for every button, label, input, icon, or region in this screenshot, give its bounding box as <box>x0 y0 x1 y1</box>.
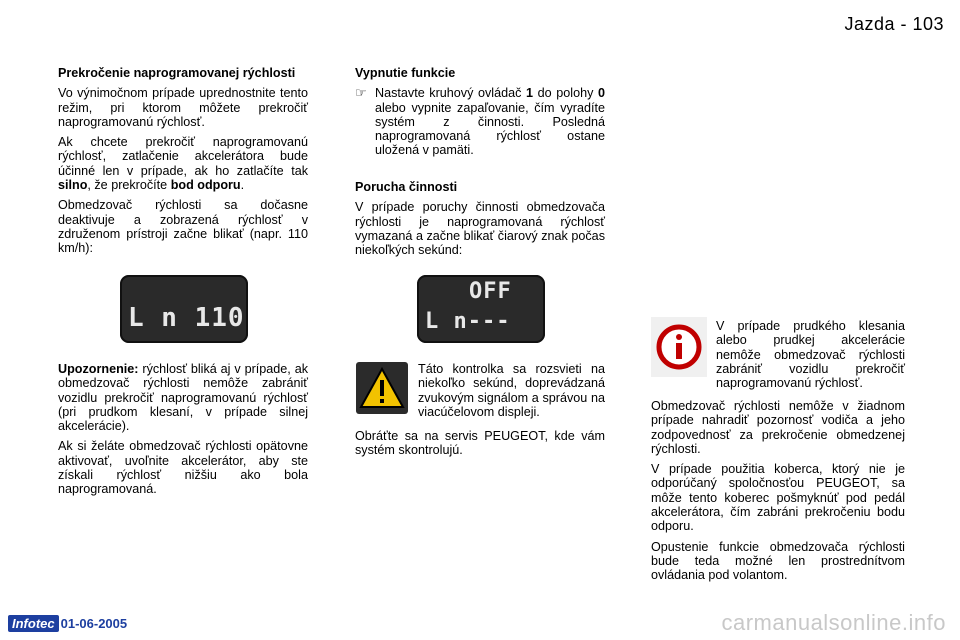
left-column-lower <box>58 362 308 503</box>
section-heading-override: Prekročenie naprogramovanej rýchlosti <box>58 66 296 80</box>
display-readout: L n 110 <box>128 303 245 333</box>
section-heading-fault: Porucha činnosti <box>355 180 458 194</box>
paragraph: Táto kontrolka sa rozsvieti na niekoľko sekúnd, doprevádzaná zvukovým signálom a správou na viacúčelovom displeji. <box>418 362 605 419</box>
footer <box>8 615 127 632</box>
paragraph: V prípade poruchy činnosti obmedzovača rýchlosti je naprogramovaná rýchlosť vymazaná a začne blikať čiarový znak počas niekoľkých sekúnd: <box>355 200 605 258</box>
middle-column <box>355 66 605 158</box>
bullet-item <box>355 86 605 157</box>
speed-display-image <box>120 275 248 343</box>
page-header: Jazda - 103 <box>844 14 944 34</box>
paragraph: Vo výnimočnom prípade uprednostnite tento režim, pri ktorom môžete prekročiť naprogramovanú rýchlosť. <box>58 86 308 129</box>
display-off: OFF <box>469 279 512 304</box>
middle-warning-text <box>418 362 605 425</box>
bullet-text: Nastavte kruhový ovládač 1 do polohy 0 alebo vypnite zapaľovanie, čím vyradíte systém z činnosti. Posledná naprogramovaná rýchlosť ostane uložená v pamäti. <box>375 86 605 158</box>
infotec-logo: Infotec <box>8 615 59 632</box>
paragraph: Ak chcete prekročiť naprogramovanú rýchlosť, zatlačenie akcelerátora bude účinné len v prípade, ak ho zatlačíte tak silno, že prekročíte bod odporu. <box>58 135 308 193</box>
left-column <box>58 66 308 262</box>
paragraph: Obmedzovač rýchlosti sa dočasne deaktivuje a zobrazená rýchlosť v združenom prístroji začne blikať (napr. 110 km/h): <box>58 198 308 256</box>
paragraph: Opustenie funkcie obmedzovača rýchlosti bude teda možné len prostrednítvom ovládania pod volantom. <box>651 539 905 583</box>
warning-triangle-icon <box>356 362 408 414</box>
section-heading-off: Vypnutie funkcie <box>355 66 456 80</box>
middle-service-text <box>355 429 605 464</box>
right-intro-text: V prípade prudkého klesania alebo prudkej akcelerácie nemôže obmedzovač rýchlosti zabrániť vozidlu prekročiť naprogramovanú rýchlosť. <box>716 319 905 391</box>
display-dashes: L n--- <box>425 309 511 334</box>
info-icon <box>651 317 707 377</box>
middle-column-fault <box>355 180 605 263</box>
paragraph: V prípade použitia koberca, ktorý nie je odporúčaný spoločnosťou PEUGEOT, sa môže tento koberec pošmyknúť pod pedál akcelerátora, čím zabráni prekročeniu bodu odporu. <box>651 462 905 534</box>
paragraph: Ak si želáte obmedzovač rýchlosti opätovne aktivovať, uvoľnite akcelerátor, aby ste získali rýchlosť nižšiu ako bola naprogramovaná. <box>58 439 308 497</box>
footer-date: 01-06-2005 <box>60 616 128 631</box>
watermark: carmanualsonline.info <box>721 610 946 635</box>
off-display-image <box>417 275 545 343</box>
right-column <box>651 399 905 589</box>
paragraph: Obráťte sa na servis PEUGEOT, kde vám systém skontrolujú. <box>355 429 605 458</box>
hand-pointer-icon: ☞ <box>355 85 367 101</box>
warning-paragraph: Upozornenie: rýchlosť bliká aj v prípade, ak obmedzovač rýchlosti nemôže zabrániť vozidlu prekročiť naprogramovanú rýchlosť (pri prudkom klesaní, v prípade silnej akcelerácie). <box>58 362 308 434</box>
paragraph: Obmedzovač rýchlosti nemôže v žiadnom prípade nahradiť pozornosť vodiča a jeho zodpovednosť za prekročenie obmedzenej rýchlosti. <box>651 399 905 456</box>
